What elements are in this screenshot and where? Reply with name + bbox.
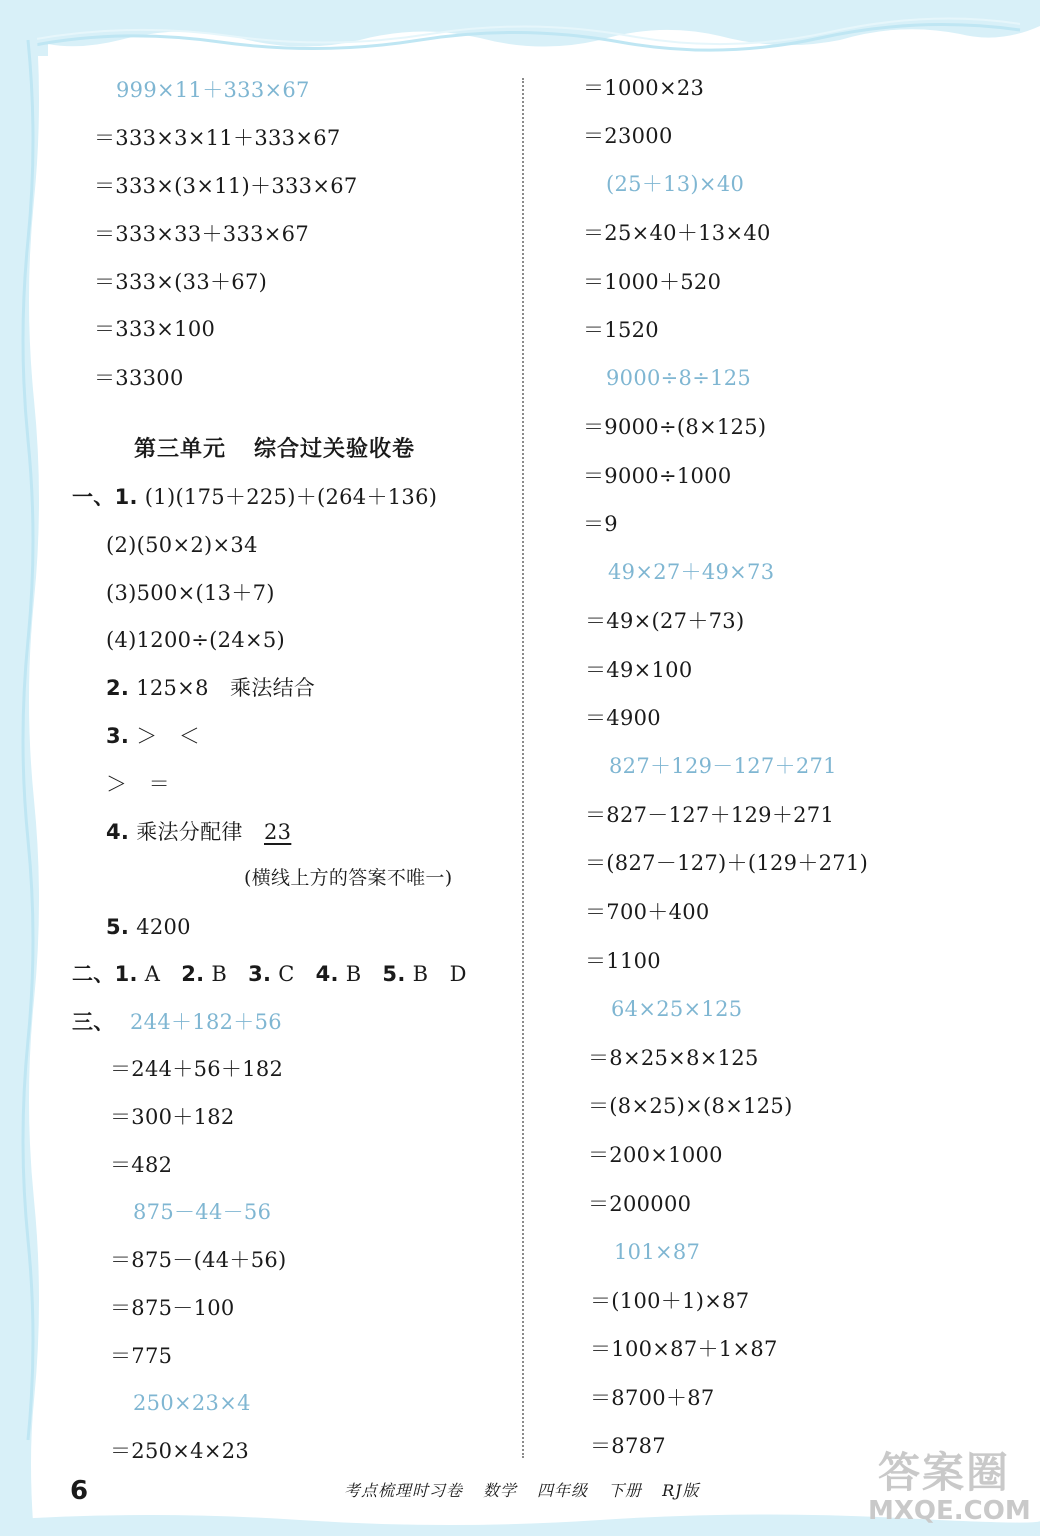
right-line-10: 49×27＋49×73 <box>608 560 775 584</box>
right-line-26: ＝100×87＋1×87 <box>590 1337 778 1361</box>
footer-info <box>344 1478 720 1501</box>
p3-line-8: 250×23×4 <box>133 1391 251 1415</box>
q3-line1 <box>106 722 200 750</box>
section-title-unit: 第三单元 <box>134 437 227 462</box>
p2-q1-answer: A <box>144 962 161 986</box>
p3-line-1: ＝244＋56＋182 <box>110 1057 284 1081</box>
right-line-18: ＝1100 <box>585 949 661 973</box>
right-line-27: ＝8700＋87 <box>590 1386 715 1410</box>
right-line-7: ＝9000÷(8×125) <box>583 415 767 439</box>
q4-line <box>106 818 291 846</box>
left-wave-border <box>0 0 48 1536</box>
watermark-title: 答案圈 <box>878 1448 1011 1497</box>
q3-answer-1: ＞ ＜ <box>136 724 201 748</box>
part-two-line <box>72 960 467 988</box>
p2-q5-number: 5. <box>382 962 406 986</box>
p3-line-5: ＝875－(44＋56) <box>110 1248 287 1272</box>
right-line-17: ＝700＋400 <box>585 900 710 924</box>
p2-q2-answer: B <box>211 962 228 986</box>
q1-item-1: (1)(175＋225)＋(264＋136) <box>144 485 438 509</box>
left-line-5: ＝333×100 <box>94 317 216 341</box>
part-three-label: 三、 <box>72 1010 115 1034</box>
right-line-13: ＝4900 <box>585 706 661 730</box>
watermark-url: MXQE.COM <box>868 1496 1031 1526</box>
top-wave-border <box>0 0 1040 56</box>
part-one-label: 一、 <box>72 485 115 509</box>
right-line-22: ＝200×1000 <box>588 1143 723 1167</box>
left-line-1: ＝333×3×11＋333×67 <box>94 126 341 150</box>
q4-note: (横线上方的答案不唯一) <box>244 867 453 889</box>
footer-grade: 四年级 <box>537 1481 589 1500</box>
left-line-6: ＝33300 <box>94 366 184 390</box>
watermark-logo <box>868 1440 1036 1530</box>
right-line-20: ＝8×25×8×125 <box>588 1046 759 1070</box>
q1-number: 1. <box>114 485 138 509</box>
right-line-0: ＝1000×23 <box>583 76 705 100</box>
right-line-12: ＝49×100 <box>585 658 693 682</box>
p2-q4-answer: B <box>345 962 362 986</box>
right-line-5: ＝1520 <box>583 318 659 342</box>
right-line-4: ＝1000＋520 <box>583 270 722 294</box>
p3-line-0: 244＋182＋56 <box>130 1010 282 1034</box>
q5-line <box>106 913 191 941</box>
p3-line-4: 875－44－56 <box>133 1200 272 1224</box>
q3-number: 3. <box>106 724 130 748</box>
p3-line-9: ＝250×4×23 <box>110 1439 250 1463</box>
q1-item-4: (4)1200÷(24×5) <box>106 628 286 652</box>
right-line-21: ＝(8×25)×(8×125) <box>588 1094 793 1118</box>
right-line-28: ＝8787 <box>590 1434 666 1458</box>
p2-q5-answer: B D <box>412 962 467 986</box>
right-line-14: 827＋129－127＋271 <box>609 754 837 778</box>
footer-subject: 数学 <box>483 1481 518 1500</box>
right-line-3: ＝25×40＋13×40 <box>583 221 771 245</box>
footer-volume: 下册 <box>608 1481 643 1500</box>
q4-number: 4. <box>106 820 130 844</box>
q4-answer: 乘法分配律 <box>136 820 243 844</box>
page-number: 6 <box>70 1476 89 1506</box>
section-title <box>134 432 415 463</box>
part-one-q1-line1 <box>72 483 437 511</box>
q1-item-2: (2)(50×2)×34 <box>106 533 258 557</box>
right-line-11: ＝49×(27＋73) <box>585 609 745 633</box>
right-line-15: ＝827－127＋129＋271 <box>585 803 835 827</box>
right-line-16: ＝(827－127)＋(129＋271) <box>585 851 869 875</box>
p3-line-6: ＝875－100 <box>110 1296 235 1320</box>
right-line-19: 64×25×125 <box>611 997 743 1021</box>
p2-q3-number: 3. <box>248 962 272 986</box>
q1-item-3: (3)500×(13＋7) <box>106 581 275 605</box>
p3-line-7: ＝775 <box>110 1344 173 1368</box>
q2-number: 2. <box>106 676 130 700</box>
p2-q3-answer: C <box>278 962 295 986</box>
footer-book: 考点梳理时习卷 <box>344 1481 464 1500</box>
q3-answer-2: ＞ ＝ <box>106 772 170 796</box>
left-line-3: ＝333×33＋333×67 <box>94 222 309 246</box>
right-line-23: ＝200000 <box>588 1192 692 1216</box>
p2-q2-number: 2. <box>181 962 205 986</box>
footer-edition: RJ版 <box>662 1481 700 1500</box>
section-title-name: 综合过关验收卷 <box>254 437 416 462</box>
right-line-9: ＝9 <box>583 512 618 536</box>
q2-line <box>106 674 315 702</box>
right-line-8: ＝9000÷1000 <box>583 464 732 488</box>
right-line-1: ＝23000 <box>583 124 673 148</box>
p3-line-3: ＝482 <box>110 1153 173 1177</box>
left-line-4: ＝333×(33＋67) <box>94 270 268 294</box>
p2-q4-number: 4. <box>315 962 339 986</box>
right-line-25: ＝(100＋1)×87 <box>590 1289 750 1313</box>
right-line-24: 101×87 <box>614 1240 701 1264</box>
q5-answer: 4200 <box>136 915 191 939</box>
p3-line-2: ＝300＋182 <box>110 1105 235 1129</box>
part-two-label: 二、 <box>72 962 115 986</box>
right-line-2: (25＋13)×40 <box>606 172 745 196</box>
q2-answer: 125×8 乘法结合 <box>136 676 316 700</box>
p2-q1-number: 1. <box>114 962 138 986</box>
column-divider <box>522 78 524 1458</box>
left-line-0: 999×11＋333×67 <box>116 78 310 102</box>
q4-blank-answer: 23 <box>264 820 292 844</box>
right-line-6: 9000÷8÷125 <box>606 366 752 390</box>
left-line-2: ＝333×(3×11)＋333×67 <box>94 174 358 198</box>
q5-number: 5. <box>106 915 130 939</box>
